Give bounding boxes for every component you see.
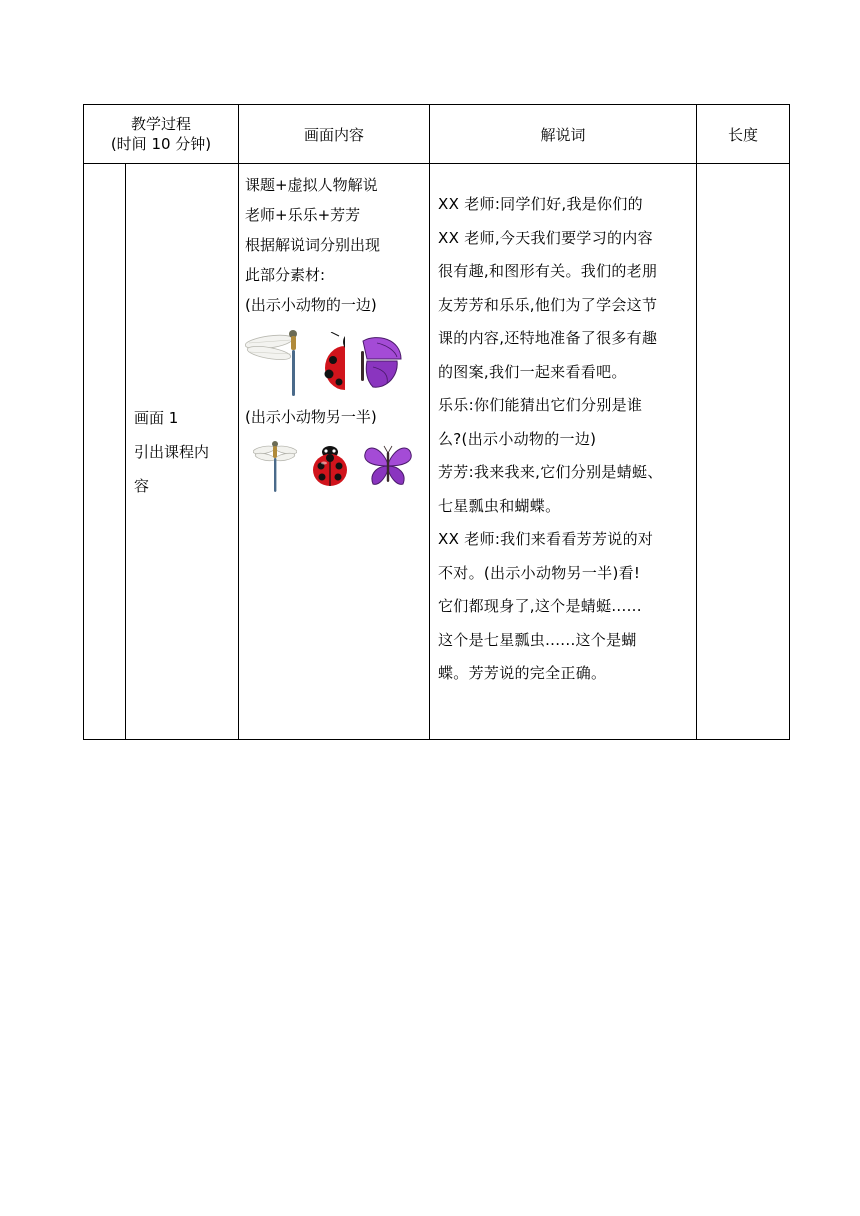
header-narration: 解说词 bbox=[430, 105, 697, 164]
stage-cell bbox=[126, 164, 239, 740]
header-row bbox=[84, 105, 790, 164]
dragonfly-icon bbox=[253, 438, 297, 494]
header-process bbox=[84, 105, 239, 164]
screen-content-cell bbox=[239, 164, 430, 740]
stage-title: 画面 1 bbox=[134, 408, 179, 427]
stage-desc-2: 容 bbox=[134, 476, 150, 495]
narration-line: XX 老师:我们来看看芳芳说的对 bbox=[438, 530, 654, 548]
ladybug-icon bbox=[311, 444, 349, 488]
narration-line: 很有趣,和图形有关。我们的老朋 bbox=[438, 262, 658, 280]
screen-line: 课题+虚拟人物解说 bbox=[245, 176, 378, 194]
narration-line: 友芳芳和乐乐,他们为了学会这节 bbox=[438, 295, 658, 314]
screen-line: (出示小动物的一边) bbox=[245, 296, 377, 314]
narration-line: 它们都现身了,这个是蜻蜓...... bbox=[438, 597, 642, 615]
screen-line: 老师+乐乐+芳芳 bbox=[245, 206, 361, 224]
screen-line: (出示小动物另一半) bbox=[245, 408, 377, 426]
narration-cell bbox=[430, 164, 697, 740]
header-length: 长度 bbox=[697, 105, 790, 164]
screen-line: 此部分素材: bbox=[245, 266, 326, 284]
narration-line: 乐乐:你们能猜出它们分别是谁 bbox=[438, 396, 643, 414]
ladybug-half-icon bbox=[311, 332, 345, 392]
stage-desc-1: 引出课程内 bbox=[134, 442, 210, 461]
length-cell bbox=[697, 164, 790, 740]
lesson-table bbox=[83, 104, 790, 740]
blank-cell bbox=[84, 164, 126, 740]
full-animals-images bbox=[253, 438, 429, 494]
dragonfly-half-icon bbox=[245, 326, 299, 398]
narration-line: 么?(出示小动物的一边) bbox=[438, 429, 597, 448]
table-row bbox=[84, 164, 790, 740]
narration-line: 课的内容,还特地准备了很多有趣 bbox=[438, 329, 658, 347]
header-process-time: (时间 10 分钟) bbox=[110, 135, 212, 153]
half-animals-images bbox=[245, 326, 429, 398]
narration-line: 的图案,我们一起来看看吧。 bbox=[438, 362, 627, 381]
butterfly-icon bbox=[363, 444, 413, 488]
narration-line: XX 老师:同学们好,我是你们的 bbox=[438, 195, 643, 213]
narration-line: 芳芳:我来我来,它们分别是蜻蜓、 bbox=[438, 463, 663, 481]
header-process-title: 教学过程 bbox=[130, 115, 191, 133]
header-content: 画面内容 bbox=[239, 105, 430, 164]
narration-line: 七星瓢虫和蝴蝶。 bbox=[438, 496, 561, 515]
screen-line: 根据解说词分别出现 bbox=[245, 236, 381, 254]
narration-line: 这个是七星瓢虫......这个是蝴 bbox=[438, 630, 637, 649]
butterfly-half-icon bbox=[357, 333, 403, 391]
narration-line: 不对。(出示小动物另一半)看! bbox=[438, 563, 641, 582]
narration-line: 蝶。芳芳说的完全正确。 bbox=[438, 664, 607, 682]
narration-line: XX 老师,今天我们要学习的内容 bbox=[438, 228, 653, 247]
